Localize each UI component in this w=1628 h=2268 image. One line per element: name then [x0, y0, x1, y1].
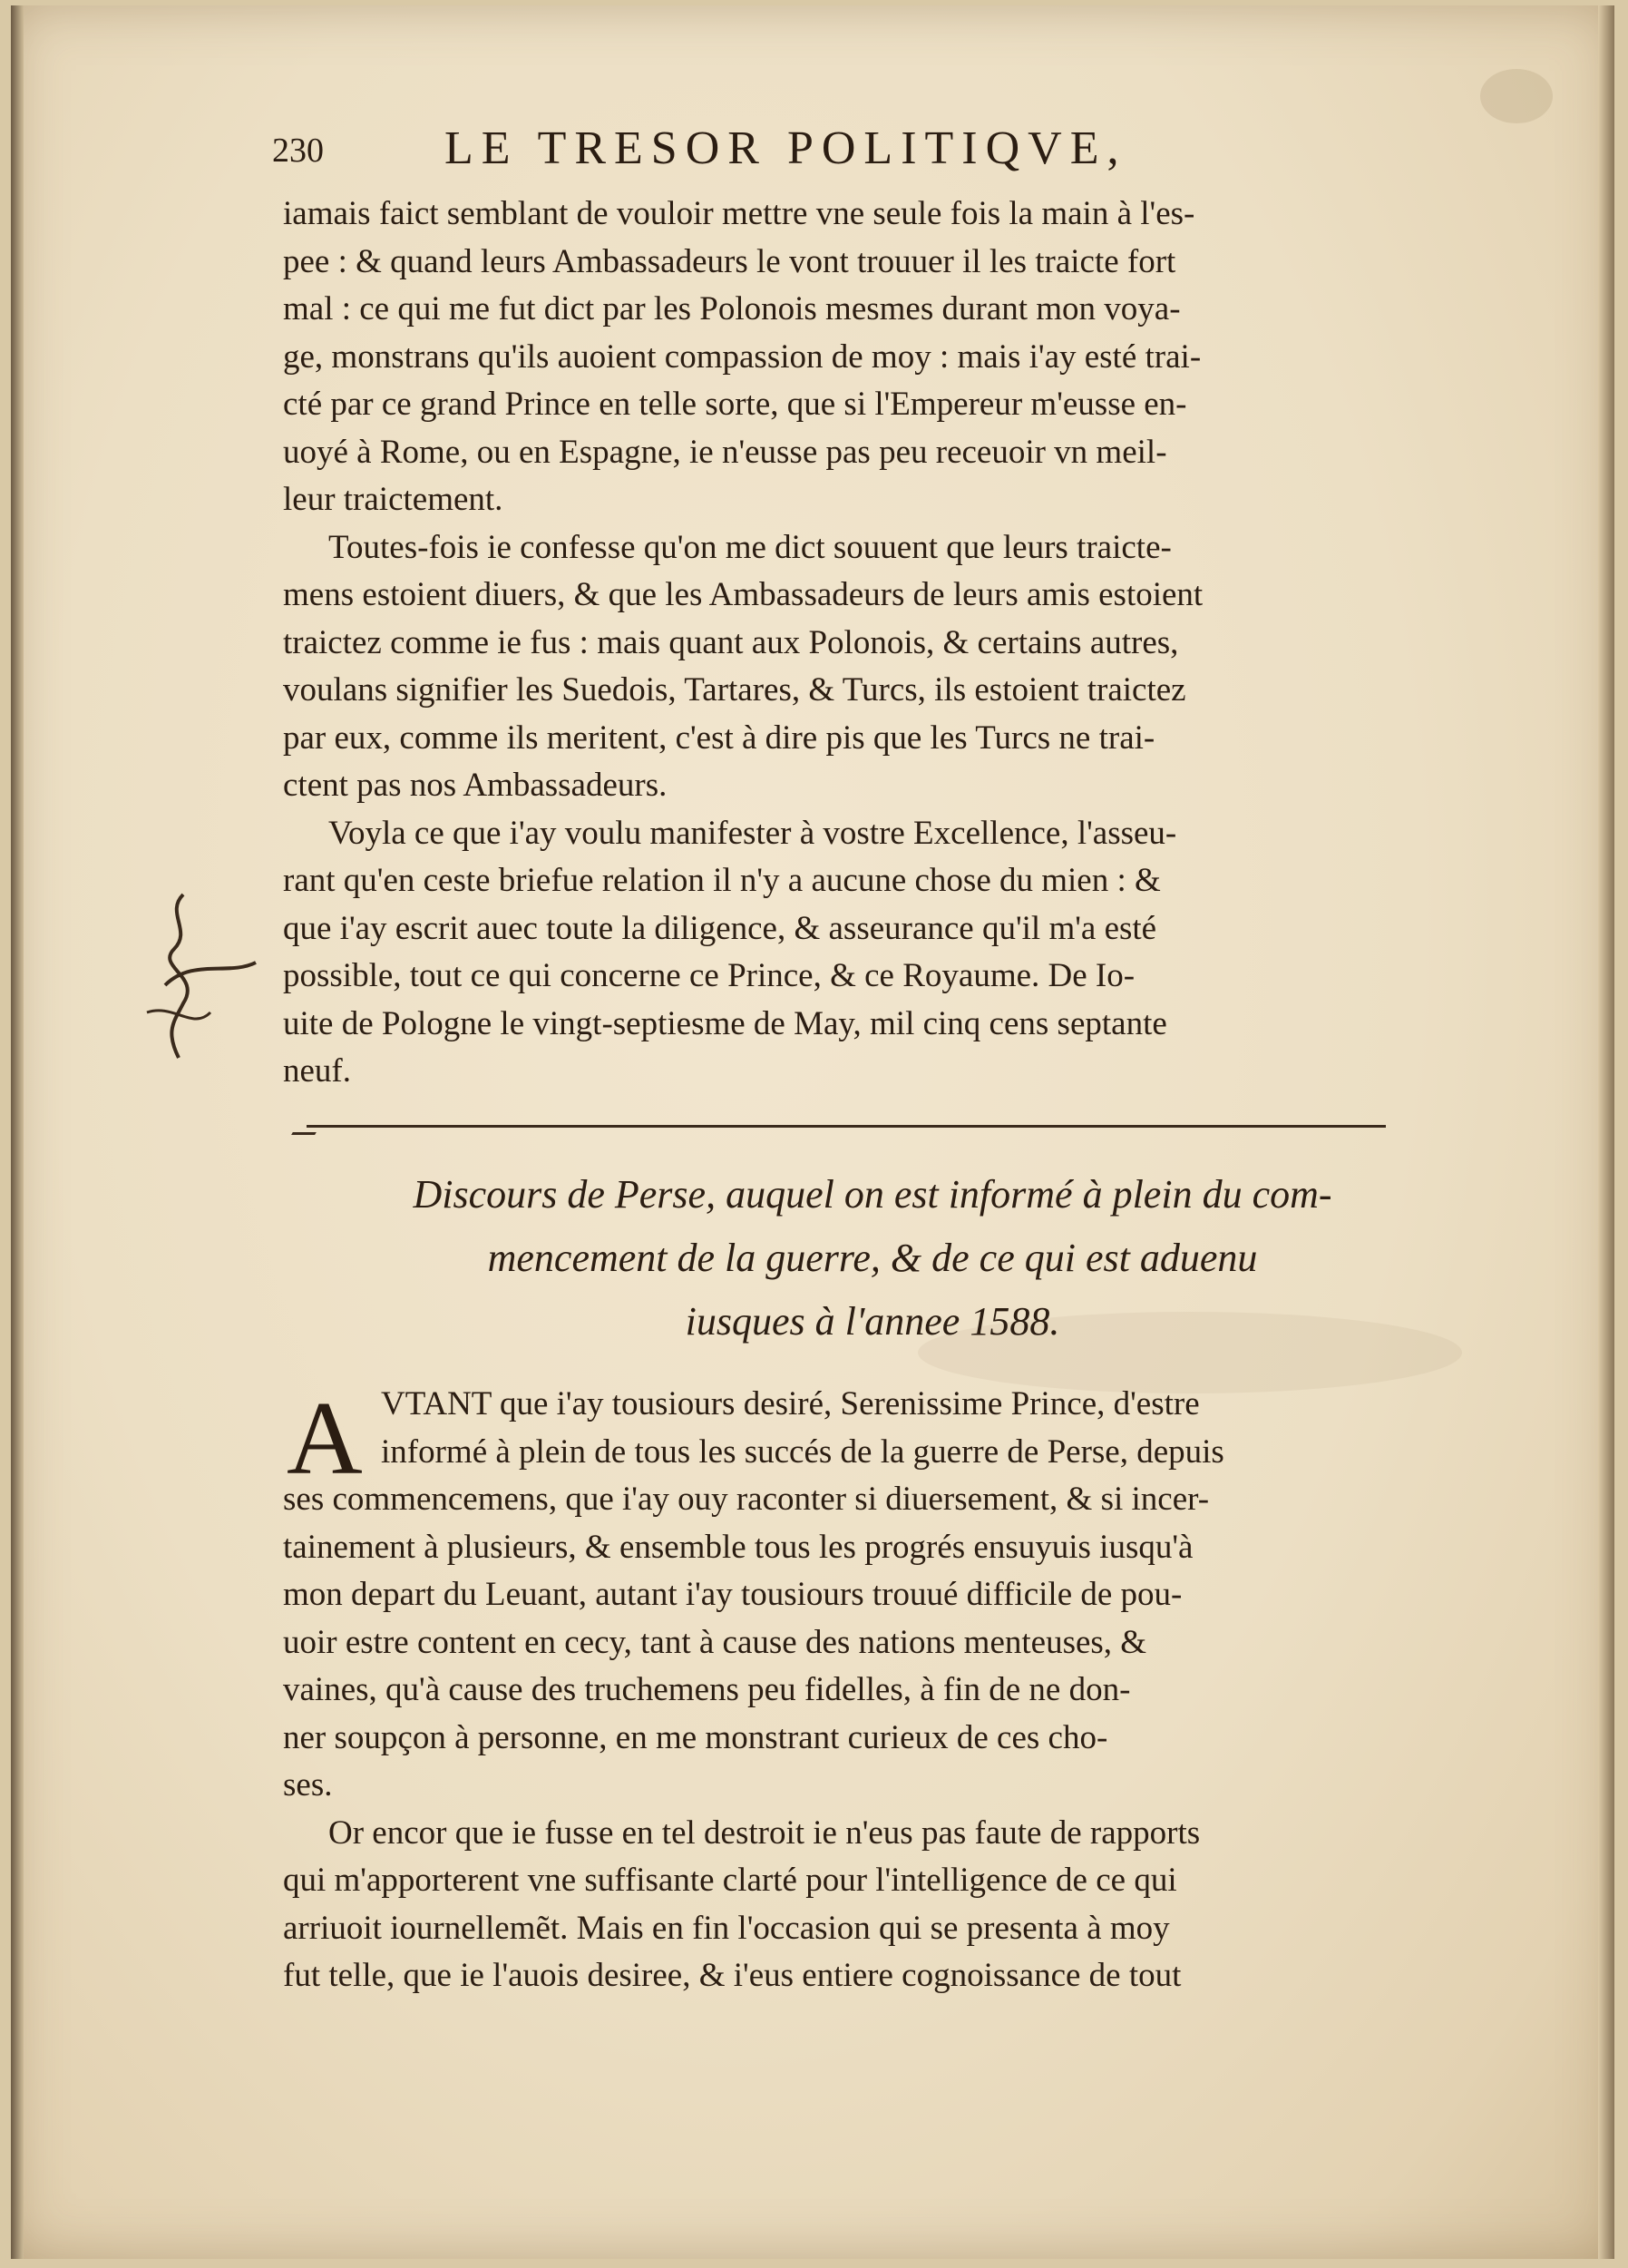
heading-line: Discours de Perse, auquel on est informé à plein du com- — [413, 1172, 1332, 1217]
section-rule — [307, 1125, 1386, 1128]
text-line: Or encor que ie fusse en tel destroit ie n'eus pas faute de rapports — [328, 1813, 1201, 1852]
text-line: traictez comme ie fus : mais quant aux Polonois, & certains autres, — [283, 623, 1179, 661]
page-number: 230 — [272, 132, 324, 170]
running-head — [272, 122, 1297, 185]
letter-ending — [283, 191, 1435, 1096]
section-heading — [310, 1163, 1435, 1354]
text-line: mal : ce qui me fut dict par les Polonois mesmes durant mon voya- — [283, 290, 1181, 327]
text-line: uite de Pologne le vingt-septiesme de May, mil cinq cens septante — [283, 1004, 1167, 1042]
text-line: que i'ay escrit auec toute la diligence, & asseurance qu'il m'a esté — [283, 909, 1157, 947]
text-line: rant qu'en ceste briefue relation il n'y a aucune chose du mien : & — [283, 862, 1161, 899]
text-line: uoir estre content en cecy, tant à cause des nations menteuses, & — [283, 1623, 1147, 1661]
text-line: voulans signifier les Suedois, Tartares, & Turcs, ils estoient traictez — [283, 671, 1186, 709]
text-line: leur traictement. — [283, 481, 503, 518]
page-edge-left — [11, 5, 24, 2259]
heading-line: iusques à l'annee 1588. — [685, 1299, 1060, 1344]
heading-line: mencement de la guerre, & de ce qui est aduenu — [487, 1236, 1258, 1280]
text-line: neuf. — [283, 1052, 351, 1090]
text-line: VTANT que i'ay tousiours desiré, Serenissime Prince, d'estre — [381, 1385, 1200, 1422]
text-line: Toutes-fois ie confesse qu'on me dict souuent que leurs traicte- — [328, 528, 1172, 566]
text-line: ner soupçon à personne, en me monstrant curieux de ces cho- — [283, 1718, 1108, 1756]
text-line: qui m'apporterent vne suffisante clarté pour l'intelligence de ce qui — [283, 1862, 1177, 1899]
handwritten-flourish-icon — [129, 876, 310, 1076]
text-line: cté par ce grand Prince en telle sorte, que si l'Empereur m'eusse en- — [283, 386, 1187, 423]
book-page — [11, 5, 1614, 2259]
text-line: ses commencemens, que i'ay ouy raconter si diuersement, & si incer- — [283, 1481, 1210, 1518]
page-edge-right — [1598, 5, 1614, 2259]
text-line: fut telle, que ie l'auois desiree, & i'eus entiere cognoissance de tout — [283, 1957, 1182, 1994]
text-line: uoyé à Rome, ou en Espagne, ie n'eusse pas peu receuoir vn meil- — [283, 433, 1167, 471]
text-line: iamais faict semblant de vouloir mettre vne seule fois la main à l'es- — [283, 195, 1195, 232]
text-line: pee : & quand leurs Ambassadeurs le vont trouuer il les traicte fort — [283, 242, 1176, 280]
text-line: mon depart du Leuant, autant i'ay tousiours trouué difficile de pou- — [283, 1576, 1183, 1613]
text-line: informé à plein de tous les succés de la guerre de Perse, depuis — [381, 1432, 1224, 1471]
text-line: arriuoit iournellemẽt. Mais en fin l'occasion qui se presenta à moy — [283, 1909, 1170, 1947]
discourse-text — [283, 1381, 1435, 2000]
text-line: possible, tout ce qui concerne ce Prince, & ce Royaume. De Io- — [283, 957, 1136, 994]
text-line: Voyla ce que i'ay voulu manifester à vostre Excellence, l'asseu- — [328, 814, 1177, 852]
text-line: vaines, qu'à cause des truchemens peu fidelles, à fin de ne don- — [283, 1671, 1131, 1708]
text-line: mens estoient diuers, & que les Ambassadeurs de leurs amis estoient — [283, 576, 1204, 613]
ink-stain — [1480, 69, 1553, 123]
running-title: LE TRESOR POLITIQVE, — [444, 122, 1127, 174]
text-line: ctent pas nos Ambassadeurs. — [283, 767, 668, 804]
drop-cap: A — [287, 1381, 363, 1497]
text-line: ge, monstrans qu'ils auoient compassion de moy : mais i'ay esté trai- — [283, 337, 1202, 376]
text-line: ses. — [283, 1766, 333, 1804]
text-line: par eux, comme ils meritent, c'est à dire pis que les Turcs ne trai- — [283, 719, 1155, 757]
text-line: tainement à plusieurs, & ensemble tous les progrés ensuyuis iusqu'à — [283, 1528, 1194, 1566]
marginal-flourish — [129, 876, 283, 1076]
